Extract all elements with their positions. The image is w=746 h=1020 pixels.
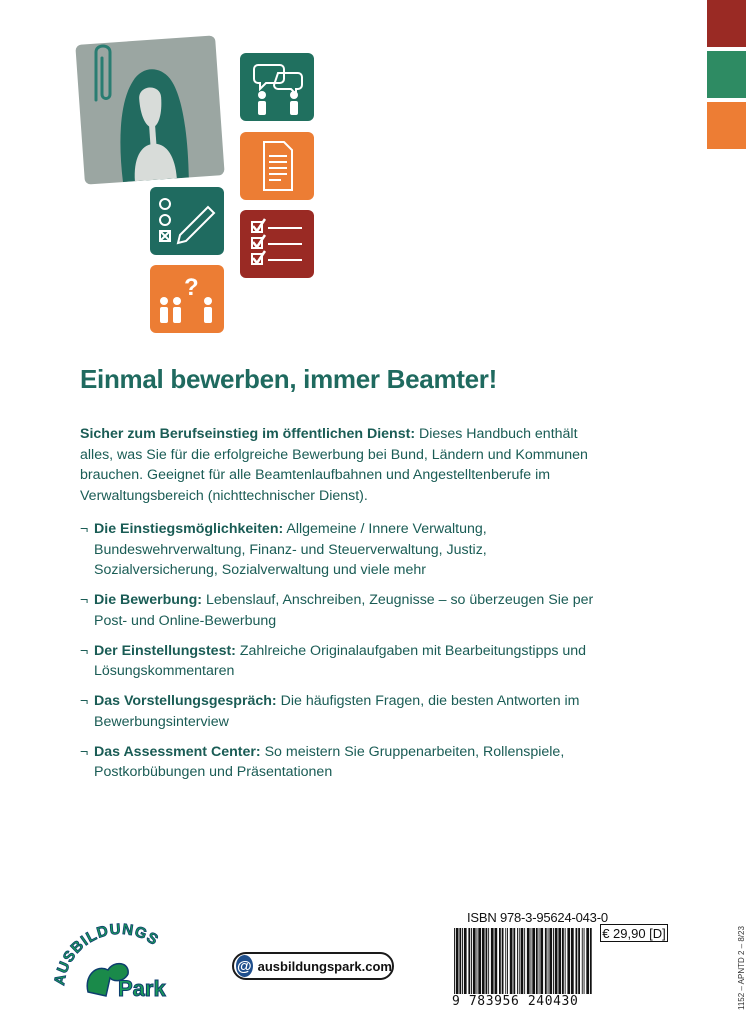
barcode-bar [462,928,463,994]
barcode-bar [536,928,538,994]
barcode-bar [548,928,549,994]
barcode-bar [545,928,547,994]
list-item [80,641,600,682]
barcode-bar [531,928,532,994]
barcode-bar [558,928,561,994]
barcode-bar [468,928,470,994]
feature-title: Der Einstellungstest: [94,642,236,659]
barcode-bar [513,928,515,994]
price-box: € 29,90 [D] [600,924,668,942]
barcode-bar [540,928,543,994]
barcode-bar [576,928,578,994]
barcode-bar [532,928,535,994]
isbn-label: ISBN 978-3-95624-043-0 [467,910,608,925]
barcode-bar [553,928,554,994]
website-badge[interactable] [232,952,394,980]
checkbox-list-icon [240,210,314,278]
feature-text: So meistern Sie Gruppenarbeiten, Rollenspiele, Postkorbübungen und Präsentationen [94,743,565,780]
barcode-bar [584,928,585,994]
publisher-logo [50,910,190,1010]
feature-title: Die Einstiegsmöglichkeiten: [94,521,284,537]
barcode-bar [519,928,520,994]
intro-paragraph [80,424,600,506]
feature-text: Allgemeine / Innere Verwaltung, Bundeswehrverwaltung, Finanz- und Steuerverwaltung, Justiz, Sozialversicherung, Sozialverwaltung und viele mehr [94,521,487,578]
barcode-bar [578,928,580,994]
barcode-bar [586,928,589,994]
barcode-bar [555,928,558,994]
feature-title: Das Assessment Center: [94,743,261,760]
barcode [452,928,594,994]
feature-text: Die häufigsten Fragen, die besten Antworten im Bewerbungsinterview [94,693,580,730]
barcode-bar [521,928,524,994]
svg-text:?: ? [184,274,199,301]
side-code: 1152 – APNTD 2 – 8/23 [737,926,746,1010]
feature-text: Zahlreiche Originalaufgaben mit Bearbeitungstipps und Lösungskommentaren [94,642,587,679]
barcode-bar [456,928,459,994]
barcode-bar [459,928,461,994]
feature-title: Das Vorstellungsgespräch: [94,693,277,709]
bullet-symbol: ¬ [80,693,89,709]
barcode-bar [510,928,513,994]
barcode-bar [482,928,485,994]
document-icon [240,132,314,200]
list-item [80,519,600,581]
barcode-bar [549,928,552,994]
barcode-bar [517,928,518,994]
barcode-bar [473,928,476,994]
intro-text: Dieses Handbuch enthält alles, was Sie für die erfolgreiche Bewerbung bei Bund, Ländern und Kommunen brauchen. Geeignet für alle Beamtenlaufbahnen und Angestelltenberufe im Verwaltungsbereich (nichttechnischer Dienst). [80,426,588,504]
bullet-symbol: ¬ [80,592,89,608]
barcode-bar [502,928,504,994]
bullet-symbol: ¬ [80,521,89,537]
barcode-bar [488,928,489,994]
headline: Einmal bewerben, immer Beamter! [80,364,497,394]
list-item [80,742,600,783]
barcode-bar [478,928,481,994]
question-people-icon [150,265,224,333]
feature-title: Die Bewerbung: [94,592,202,608]
barcode-bar [454,928,455,994]
barcode-bar [527,928,530,994]
feature-list [80,519,600,792]
barcode-bar [562,928,564,994]
intro-lead: Sicher zum Berufseinstieg im öffentlichen Dienst: [80,426,416,442]
barcode-bar [571,928,574,994]
barcode-bar [565,928,566,994]
checklist-pencil-icon [150,187,224,255]
barcode-digits: 9 783956 240430 [452,994,579,1009]
barcode-bar [524,928,525,994]
barcode-bar [471,928,472,994]
list-item [80,590,600,631]
barcode-bar [491,928,494,994]
list-item [80,691,600,732]
barcode-bar [477,928,478,994]
website-url: ausbildungspark.com [257,958,392,974]
barcode-bar [505,928,506,994]
barcode-bar [539,928,540,994]
barcode-bar [567,928,570,994]
barcode-bar [582,928,583,994]
logo-text-bottom: Park [118,976,166,1001]
color-stripe-green [707,51,746,98]
barcode-bar [590,928,592,994]
feature-text: Lebenslauf, Anschreiben, Zeugnisse – so überzeugen Sie per Post- und Online-Bewerbung [94,592,594,629]
at-icon: @ [236,955,253,977]
barcode-bar [495,928,498,994]
barcode-bar [464,928,467,994]
logo-text-top: AUSBILDUNGS [51,920,162,987]
barcode-bar [507,928,508,994]
bullet-symbol: ¬ [80,743,89,760]
color-stripe-red [707,0,746,47]
barcode-bar [499,928,501,994]
paperclip-icon [88,40,118,110]
bullet-symbol: ¬ [80,642,89,659]
barcode-bar [486,928,488,994]
color-stripe-orange [707,102,746,149]
discussion-icon [240,53,314,121]
